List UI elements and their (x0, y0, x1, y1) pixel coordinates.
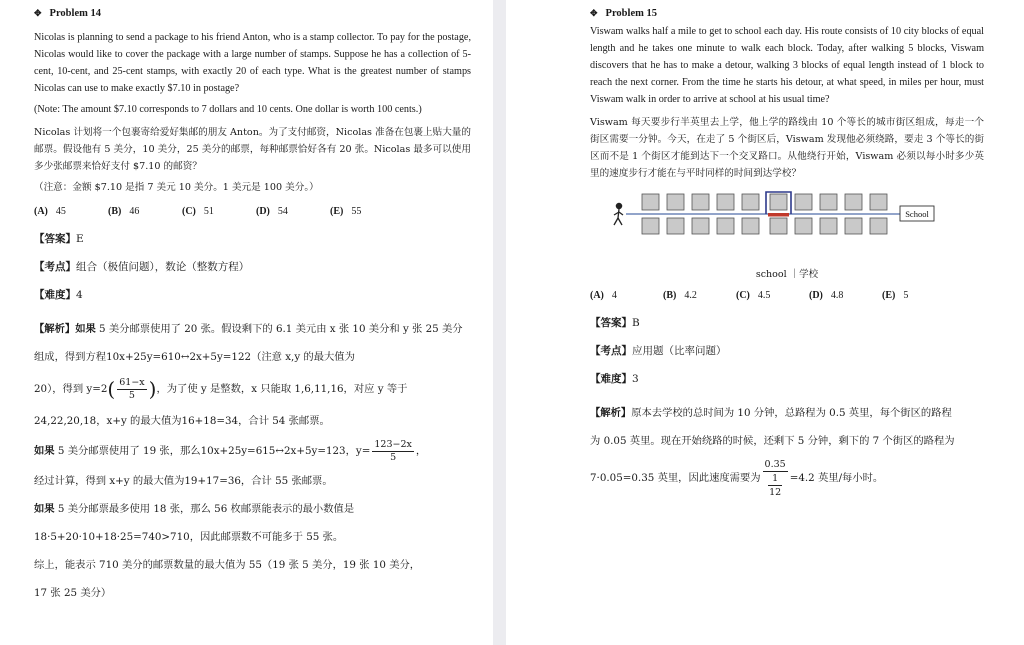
problem-15-answer: 【答案】B (590, 317, 640, 329)
closed-road-marker (768, 213, 789, 217)
problem-14-choices (34, 206, 471, 217)
problem-15-chinese-text: Viswam 每天要步行半英里去上学，他上学的路线由 10 个等长的城市街区组成，每走一个街区需要一分钟。今天，在走了 5 个街区后，Viswam 发现他必须绕路，要走 3 个等长的街区而不是 1 个街区才能到达下一个交叉路口。从他绕行开始，Viswam 必须以每小时多少英里的速度步行才能在与平时同样的时间到达学校？ (590, 117, 984, 179)
choice-c: (C) 51 (182, 206, 214, 217)
walker-icon (614, 203, 623, 225)
route-diagram-svg (590, 186, 984, 264)
problem-15-heading (590, 8, 984, 19)
problem-15-solution: 【解析】原本去学校的总时间为 10 分钟，总路程为 0.5 英里，每个街区的路程 为 0.05 英里。现在开始绕路的时候，还剩下 5 分钟，剩下的 7 个街区的路程为 7·0.05=0.35 英里，因此速度需要为 0.35 1 12 =4.2 英里/每小时。 (590, 407, 955, 498)
top-row-blocks (642, 194, 887, 210)
diamond-icon: ✥ (34, 8, 42, 18)
problem-14-chinese-text: Nicolas 计划将一个包裹寄给爱好集邮的朋友 Anton。为了支付邮资，Nicolas 准备在包裹上贴大量的邮票。假设他有 5 美分，10 美分，25 美分的邮票，每种邮票恰好各有 20 张。Nicolas 最多可以使用多少张邮票来恰好支付 $7.10 的邮资？ (34, 127, 471, 172)
problem-14-heading (34, 8, 471, 19)
problem-14-answer: 【答案】E (34, 233, 84, 245)
route-diagram-caption: school ｜学校 (755, 269, 819, 280)
problem-14-difficulty: 【难度】4 (34, 289, 83, 301)
choice-a: (A) 45 (34, 206, 66, 217)
problem-14-title: Problem 14 (49, 8, 101, 19)
page-left (0, 0, 493, 645)
choice-b: (B) 4.2 (663, 290, 697, 301)
problem-14-solution: 【解析】如果 5 美分邮票使用了 20 张。假设剩下的 6.1 美元由 x 张 10 美分和 y 张 25 美分组成，得到方程10x+25y=610↔2x+5y=122（注意 x,y 的最大值为 20），得到 y=2( $\frac{61-x}{5}$ )，为了使 y 是整数，x 只能取 1,6,11,16，对应 y 等于 24,22,20,18，x+y 的最大值为16+18=34，合计 54 张邮票。 如果 5 美分邮票使用了 19 张，那么10x+25y=615↔2x+5y=123，y= $\frac{123-2x}{5}$ ， 经过计算，得到 x+y 的最大值为19+17=36，合计 55 张邮票。 如果 5 美分邮票最多使用 18 张，那么 56 枚邮票能表示的最小数值是 18·5+20·10+18·25=740>710，因此邮票数不可能多于 55 张。 综上，能表示 710 美分的邮票数量的最大值为 55（19 张 5 美分，19 张 10 美分， 17 张 25 美分） (34, 323, 463, 599)
school-label: School (905, 209, 929, 219)
choice-e: (E) 5 (882, 290, 909, 301)
choice-a: (A) 4 (590, 290, 617, 301)
choice-e: (E) 55 (330, 206, 362, 217)
choice-d: (D) 54 (256, 206, 288, 217)
route-diagram (590, 186, 984, 264)
problem-15-difficulty: 【难度】3 (590, 373, 639, 385)
problem-15-title: Problem 15 (605, 8, 657, 19)
bottom-row-blocks (642, 218, 887, 234)
choice-c: (C) 4.5 (736, 290, 771, 301)
problem-15-topic: 【考点】应用题（比率问题） (590, 345, 727, 357)
choice-d: (D) 4.8 (809, 290, 844, 301)
problem-14-english-note: (Note: The amount $7.10 corresponds to 7 dollars and 10 cents. One dollar is worth 100 cents.) (34, 104, 422, 115)
problem-15-english-text: Viswam walks half a mile to get to school each day. His route consists of 10 city blocks of equal length and he takes one minute to walk each block. Today, after walking 5 blocks, Viswam discovers that he has to make a detour, walking 3 blocks of equal length instead of 1 block to reach the next corner. From the time he starts his detour, at what speed, in miles per hour, must Viswam walk in order to arrive at school at his usual time? (590, 26, 984, 105)
diamond-icon: ✥ (590, 8, 598, 18)
problem-14-english-text: Nicolas is planning to send a package to his friend Anton, who is a stamp collector. To pay for the postage, Nicolas would like to cover the package with a large number of stamps. Suppose he has a collection of 5-cent, 10-cent, and 25-cent stamps, with exactly 20 of each type. What is the greatest number of stamps Nicolas can use to make exactly $7.10 in postage? (34, 32, 471, 94)
problem-14-topic: 【考点】组合（极值问题），数论（整数方程） (34, 261, 250, 273)
problem-15-choices (590, 290, 984, 301)
problem-14-chinese-note: （注意：金额 $7.10 是指 7 美元 10 美分。1 美元是 100 美分。） (34, 182, 319, 193)
choice-b: (B) 46 (108, 206, 140, 217)
page-right (506, 0, 1024, 645)
